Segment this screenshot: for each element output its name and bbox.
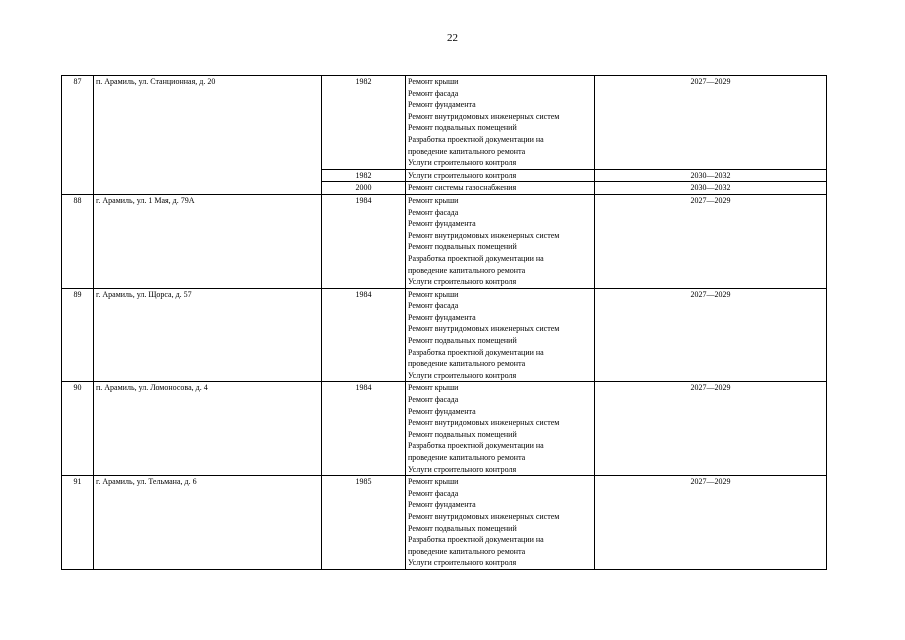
year-cell: 1982 <box>322 76 406 170</box>
work-item: Ремонт фундамента <box>408 219 476 229</box>
year-cell: 1984 <box>322 382 406 476</box>
row-number-cell: 90 <box>62 382 94 476</box>
work-item: Услуги строительного контроля <box>408 370 517 380</box>
work-item: Ремонт внутридомовых инженерных систем <box>408 324 560 334</box>
work-item: Разработка проектной документации на <box>408 253 544 263</box>
period-cell: 2027—2029 <box>595 476 827 570</box>
works-cell <box>406 169 595 182</box>
works-cell <box>406 476 595 570</box>
row-number-cell: 89 <box>62 288 94 382</box>
work-item: Ремонт внутридомовых инженерных систем <box>408 511 560 521</box>
work-item: Ремонт фасада <box>408 395 459 405</box>
work-item: Ремонт внутридомовых инженерных систем <box>408 111 560 121</box>
period-cell: 2027—2029 <box>595 288 827 382</box>
period-cell: 2027—2029 <box>595 194 827 288</box>
year-cell: 1985 <box>322 476 406 570</box>
work-item: Ремонт внутридомовых инженерных систем <box>408 230 560 240</box>
works-cell <box>406 182 595 195</box>
period-cell: 2027—2029 <box>595 382 827 476</box>
works-cell <box>406 76 595 170</box>
work-item: Ремонт крыши <box>408 477 459 487</box>
address-cell: г. Арамиль, ул. Щорса, д. 57 <box>94 288 322 382</box>
work-item: Услуги строительного контроля <box>408 158 517 168</box>
work-item: Ремонт фасада <box>408 207 459 217</box>
table-row <box>62 382 827 476</box>
work-item: Ремонт крыши <box>408 289 459 299</box>
row-number-cell: 88 <box>62 194 94 288</box>
work-item: Ремонт подвальных помещений <box>408 336 517 346</box>
table-row <box>62 76 827 170</box>
address-cell: г. Арамиль, ул. 1 Мая, д. 79А <box>94 194 322 288</box>
work-item: Услуги строительного контроля <box>408 464 517 474</box>
work-item: Ремонт фундамента <box>408 500 476 510</box>
work-item: Ремонт фасада <box>408 301 459 311</box>
work-item: Ремонт фундамента <box>408 406 476 416</box>
address-cell: п. Арамиль, ул. Станционная, д. 20 <box>94 76 322 195</box>
page-number: 22 <box>447 32 458 44</box>
year-cell: 2000 <box>322 182 406 195</box>
works-cell <box>406 382 595 476</box>
table-row <box>62 476 827 570</box>
work-item: проведение капитального ремонта <box>408 453 526 462</box>
work-item: проведение капитального ремонта <box>408 146 526 156</box>
work-item: Ремонт подвальных помещений <box>408 429 517 439</box>
work-item: Услуги строительного контроля <box>408 558 517 568</box>
work-item: Разработка проектной документации на <box>408 347 544 357</box>
row-number-cell: 91 <box>62 476 94 570</box>
table-row <box>62 288 827 382</box>
work-item: Разработка проектной документации на <box>408 535 544 545</box>
table-row <box>62 194 827 288</box>
work-item: Ремонт фасада <box>408 488 459 498</box>
address-cell: г. Арамиль, ул. Тельмана, д. 6 <box>94 476 322 570</box>
work-item: Ремонт подвальных помещений <box>408 123 517 133</box>
work-item: Разработка проектной документации на <box>408 134 544 144</box>
work-item: Ремонт фундамента <box>408 100 476 110</box>
work-item: Ремонт крыши <box>408 77 459 86</box>
work-item: Ремонт крыши <box>408 195 459 205</box>
year-cell: 1982 <box>322 169 406 182</box>
work-item: Услуги строительного контроля <box>408 277 517 287</box>
row-number-cell: 87 <box>62 76 94 195</box>
repair-schedule-table <box>61 75 827 570</box>
period-cell: 2027—2029 <box>595 76 827 170</box>
year-cell: 1984 <box>322 194 406 288</box>
works-cell <box>406 194 595 288</box>
works-cell <box>406 288 595 382</box>
work-item: Услуги строительного контроля <box>408 170 517 180</box>
work-item: Ремонт системы газоснабжения <box>408 183 517 193</box>
work-item: Ремонт крыши <box>408 383 459 393</box>
work-item: проведение капитального ремонта <box>408 359 526 369</box>
year-cell: 1984 <box>322 288 406 382</box>
work-item: Ремонт фасада <box>408 88 459 98</box>
work-item: Ремонт фундамента <box>408 312 476 322</box>
work-item: Ремонт подвальных помещений <box>408 242 517 252</box>
period-cell: 2030—2032 <box>595 169 827 182</box>
period-cell: 2030—2032 <box>595 182 827 195</box>
work-item: проведение капитального ремонта <box>408 265 526 275</box>
address-cell: п. Арамиль, ул. Ломоносова, д. 4 <box>94 382 322 476</box>
work-item: Разработка проектной документации на <box>408 441 544 451</box>
work-item: Ремонт внутридомовых инженерных систем <box>408 418 560 428</box>
work-item: проведение капитального ремонта <box>408 546 526 556</box>
work-item: Ремонт подвальных помещений <box>408 523 517 533</box>
